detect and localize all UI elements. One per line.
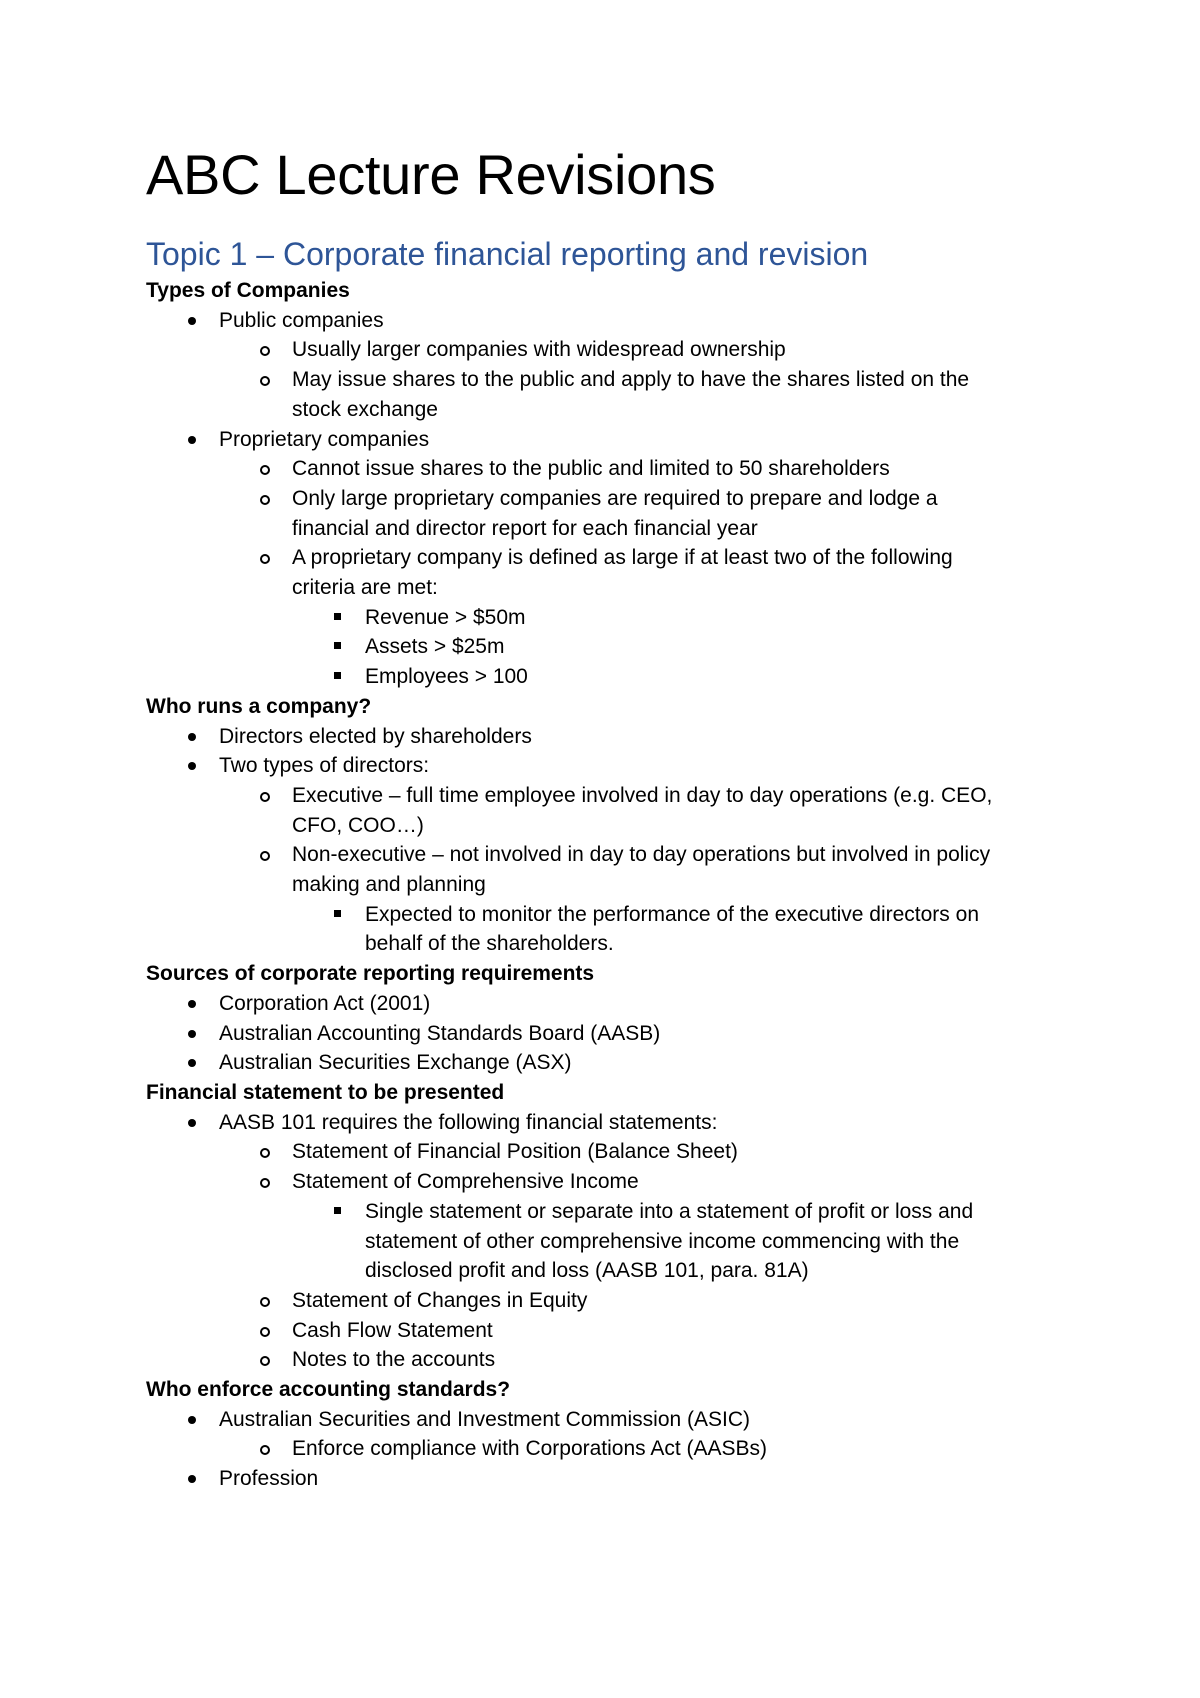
list-item (146, 1108, 1046, 1138)
section-heading: Types of Companies (146, 279, 350, 302)
list-item-continuation (146, 929, 1046, 959)
bullet-circle-icon (256, 484, 276, 514)
list-item-text: Australian Securities Exchange (ASX) (219, 1051, 572, 1075)
list-item-text: Statement of Financial Position (Balance Sheet) (292, 1140, 738, 1164)
bullet-square-icon (329, 662, 349, 692)
list-item-text: Directors elected by shareholders (219, 724, 532, 748)
list-item-text: Expected to monitor the performance of the executive directors on (365, 902, 979, 926)
list-item (146, 1405, 1046, 1435)
list-item (146, 1137, 1046, 1167)
bullet-square-icon (329, 900, 349, 930)
list-item-continuation (146, 870, 1046, 900)
bullet-dot-icon (183, 722, 203, 752)
bullet-circle-icon (256, 1434, 276, 1464)
list-item-text: stock exchange (292, 397, 438, 421)
list-item-text: Employees > 100 (365, 665, 528, 689)
list-item-text: A proprietary company is defined as large if at least two of the following (292, 546, 953, 570)
bullet-dot-icon (183, 306, 203, 336)
list-item (146, 425, 1046, 455)
list-item (146, 1434, 1046, 1464)
list-item-text: Notes to the accounts (292, 1348, 496, 1372)
list-item (146, 1048, 1046, 1078)
bullet-circle-icon (256, 1167, 276, 1197)
list-item-continuation (146, 1227, 1046, 1257)
bullet-dot-icon (183, 425, 203, 455)
topic-heading: Topic 1 – Corporate financial reporting and revision (146, 236, 869, 272)
list-item (146, 1345, 1046, 1375)
list-item-text: Cash Flow Statement (292, 1318, 493, 1342)
bullet-circle-icon (256, 335, 276, 365)
bullet-square-icon (329, 603, 349, 633)
list-item-text: Revenue > $50m (365, 605, 526, 629)
list-item (146, 1197, 1046, 1227)
bullet-circle-icon (256, 781, 276, 811)
bullet-circle-icon (256, 1316, 276, 1346)
list-item (146, 900, 1046, 930)
bullet-dot-icon (183, 989, 203, 1019)
list-item (146, 662, 1046, 692)
list-item-text: disclosed profit and loss (AASB 101, para. 81A) (365, 1259, 809, 1283)
section-heading: Who enforce accounting standards? (146, 1378, 511, 1402)
list-item-continuation (146, 395, 1046, 425)
bullet-dot-icon (183, 1048, 203, 1078)
list-item (146, 603, 1046, 633)
bullet-circle-icon (256, 1137, 276, 1167)
list-item (146, 751, 1046, 781)
list-item (146, 722, 1046, 752)
section-heading: Who runs a company? (146, 694, 372, 718)
list-item-text: Enforce compliance with Corporations Act (AASBs) (292, 1437, 768, 1461)
bullet-square-icon (329, 632, 349, 662)
list-item-text: Proprietary companies (219, 427, 430, 451)
list-item-text: Australian Securities and Investment Commission (ASIC) (219, 1407, 751, 1431)
list-item (146, 1286, 1046, 1316)
bullet-circle-icon (256, 1345, 276, 1375)
section-heading: Financial statement to be presented (146, 1080, 505, 1104)
list-item (146, 1316, 1046, 1346)
list-item-continuation (146, 514, 1046, 544)
section-heading: Sources of corporate reporting requirements (146, 962, 595, 986)
list-item-text: criteria are met: (292, 576, 438, 600)
list-item (146, 365, 1046, 395)
list-item (146, 632, 1046, 662)
list-item (146, 989, 1046, 1019)
list-item (146, 306, 1046, 336)
list-item (146, 1464, 1046, 1494)
list-item-text: Statement of Comprehensive Income (292, 1170, 639, 1194)
list-item-text: Non-executive – not involved in day to day operations but involved in policy (292, 843, 991, 867)
bullet-dot-icon (183, 1464, 203, 1494)
bullet-circle-icon (256, 1286, 276, 1316)
bullet-dot-icon (183, 1108, 203, 1138)
bullet-circle-icon (256, 365, 276, 395)
bullet-dot-icon (183, 1405, 203, 1435)
list-item-continuation (146, 573, 1046, 603)
list-item-text: Two types of directors: (219, 754, 430, 778)
list-item-continuation (146, 811, 1046, 841)
list-item (146, 335, 1046, 365)
list-item-text: behalf of the shareholders. (365, 932, 614, 956)
list-item-text: CFO, COO…) (292, 813, 424, 837)
list-item (146, 454, 1046, 484)
list-item-text: May issue shares to the public and apply to have the shares listed on the (292, 368, 970, 392)
list-item-text: Profession (219, 1467, 319, 1491)
list-item (146, 781, 1046, 811)
list-item-text: financial and director report for each financial year (292, 516, 758, 540)
list-item-text: AASB 101 requires the following financial statements: (219, 1110, 718, 1134)
notes-body (146, 276, 1046, 1494)
list-item-text: Only large proprietary companies are required to prepare and lodge a (292, 486, 938, 510)
bullet-dot-icon (183, 1019, 203, 1049)
list-item-text: Australian Accounting Standards Board (AASB) (219, 1021, 661, 1045)
list-item (146, 1167, 1046, 1197)
bullet-circle-icon (256, 840, 276, 870)
list-item-text: Public companies (219, 308, 384, 332)
list-item (146, 840, 1046, 870)
list-item-text: Executive – full time employee involved in day to day operations (e.g. CEO, (292, 783, 993, 807)
list-item-text: statement of other comprehensive income commencing with the (365, 1229, 960, 1253)
list-item-text: Single statement or separate into a statement of profit or loss and (365, 1199, 974, 1223)
bullet-square-icon (329, 1197, 349, 1227)
list-item (146, 543, 1046, 573)
list-item-text: Assets > $25m (365, 635, 505, 659)
bullet-dot-icon (183, 751, 203, 781)
list-item (146, 1019, 1046, 1049)
list-item-text: Usually larger companies with widespread ownership (292, 338, 786, 362)
list-item (146, 484, 1046, 514)
list-item-continuation (146, 1256, 1046, 1286)
list-item-text: Corporation Act (2001) (219, 991, 431, 1015)
list-item-text: Cannot issue shares to the public and limited to 50 shareholders (292, 457, 890, 481)
list-item-text: making and planning (292, 873, 486, 897)
list-item-text: Statement of Changes in Equity (292, 1288, 588, 1312)
bullet-circle-icon (256, 454, 276, 484)
bullet-circle-icon (256, 543, 276, 573)
page-title: ABC Lecture Revisions (146, 143, 716, 206)
